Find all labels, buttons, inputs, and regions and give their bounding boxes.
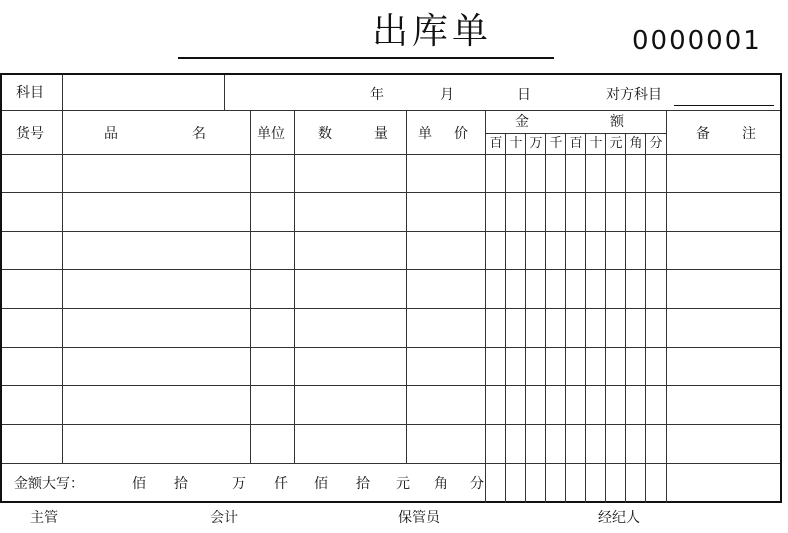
row-divider	[2, 110, 780, 111]
table-row[interactable]	[2, 270, 780, 308]
serial-number: 0000001	[632, 26, 762, 56]
header-unit-price-1: 单	[418, 126, 432, 142]
col-divider	[224, 75, 225, 110]
day-label: 日	[517, 87, 531, 103]
total-unit-label: 拾	[174, 476, 188, 492]
month-label: 月	[440, 87, 454, 103]
header-remarks-1: 备	[696, 126, 710, 142]
table-row[interactable]	[2, 425, 780, 463]
amount-unit-label: 十	[509, 136, 523, 151]
table-row[interactable]	[2, 193, 780, 231]
total-unit-label: 元	[396, 476, 410, 492]
handler-label: 经纪人	[598, 510, 640, 526]
header-product-name-2: 名	[192, 126, 206, 142]
total-unit-label: 万	[232, 476, 246, 492]
amount-unit-label: 分	[649, 136, 663, 151]
amount-unit-label: 角	[629, 136, 643, 151]
table-row[interactable]	[2, 155, 780, 192]
table-row[interactable]	[2, 348, 780, 385]
total-unit-label: 拾	[356, 476, 370, 492]
header-unit-price-2: 价	[454, 126, 468, 142]
header-quantity-1: 数	[318, 126, 332, 142]
amount-unit-label: 元	[609, 136, 623, 151]
table-row[interactable]	[2, 232, 780, 269]
year-label: 年	[370, 87, 384, 103]
title-underline	[178, 57, 554, 59]
header-amount-1: 金	[515, 114, 529, 130]
header-unit: 单位	[257, 126, 285, 142]
header-product-name-1: 品	[104, 126, 118, 142]
header-amount-2: 额	[610, 114, 624, 130]
table-row[interactable]	[2, 309, 780, 347]
amount-unit-label: 万	[529, 136, 543, 151]
accountant-label: 会计	[210, 510, 238, 526]
subject-label: 科目	[16, 85, 44, 101]
amount-unit-label: 百	[489, 136, 503, 151]
amount-unit-label: 十	[589, 136, 603, 151]
counter-subject-label: 对方科目	[606, 87, 662, 103]
total-unit-label: 佰	[132, 476, 146, 492]
amount-unit-label: 百	[569, 136, 583, 151]
total-unit-label: 佰	[314, 476, 328, 492]
row-divider	[2, 463, 780, 464]
counter-subject-field[interactable]	[674, 83, 774, 106]
header-item-no: 货号	[16, 126, 44, 142]
subject-field[interactable]	[63, 75, 223, 110]
total-unit-label: 分	[470, 476, 484, 492]
total-unit-label: 角	[434, 476, 448, 492]
total-unit-label: 仟	[274, 476, 288, 492]
amount-unit-label: 千	[549, 136, 563, 151]
table-row[interactable]	[2, 386, 780, 424]
total-amount-label: 金额大写：	[14, 476, 84, 492]
header-quantity-2: 量	[374, 126, 388, 142]
keeper-label: 保管员	[398, 510, 440, 526]
supervisor-label: 主管	[30, 510, 58, 526]
page-title: 出库单	[372, 11, 493, 52]
header-remarks-2: 注	[742, 126, 756, 142]
amount-header-divider	[485, 133, 667, 134]
form-table	[0, 73, 782, 503]
